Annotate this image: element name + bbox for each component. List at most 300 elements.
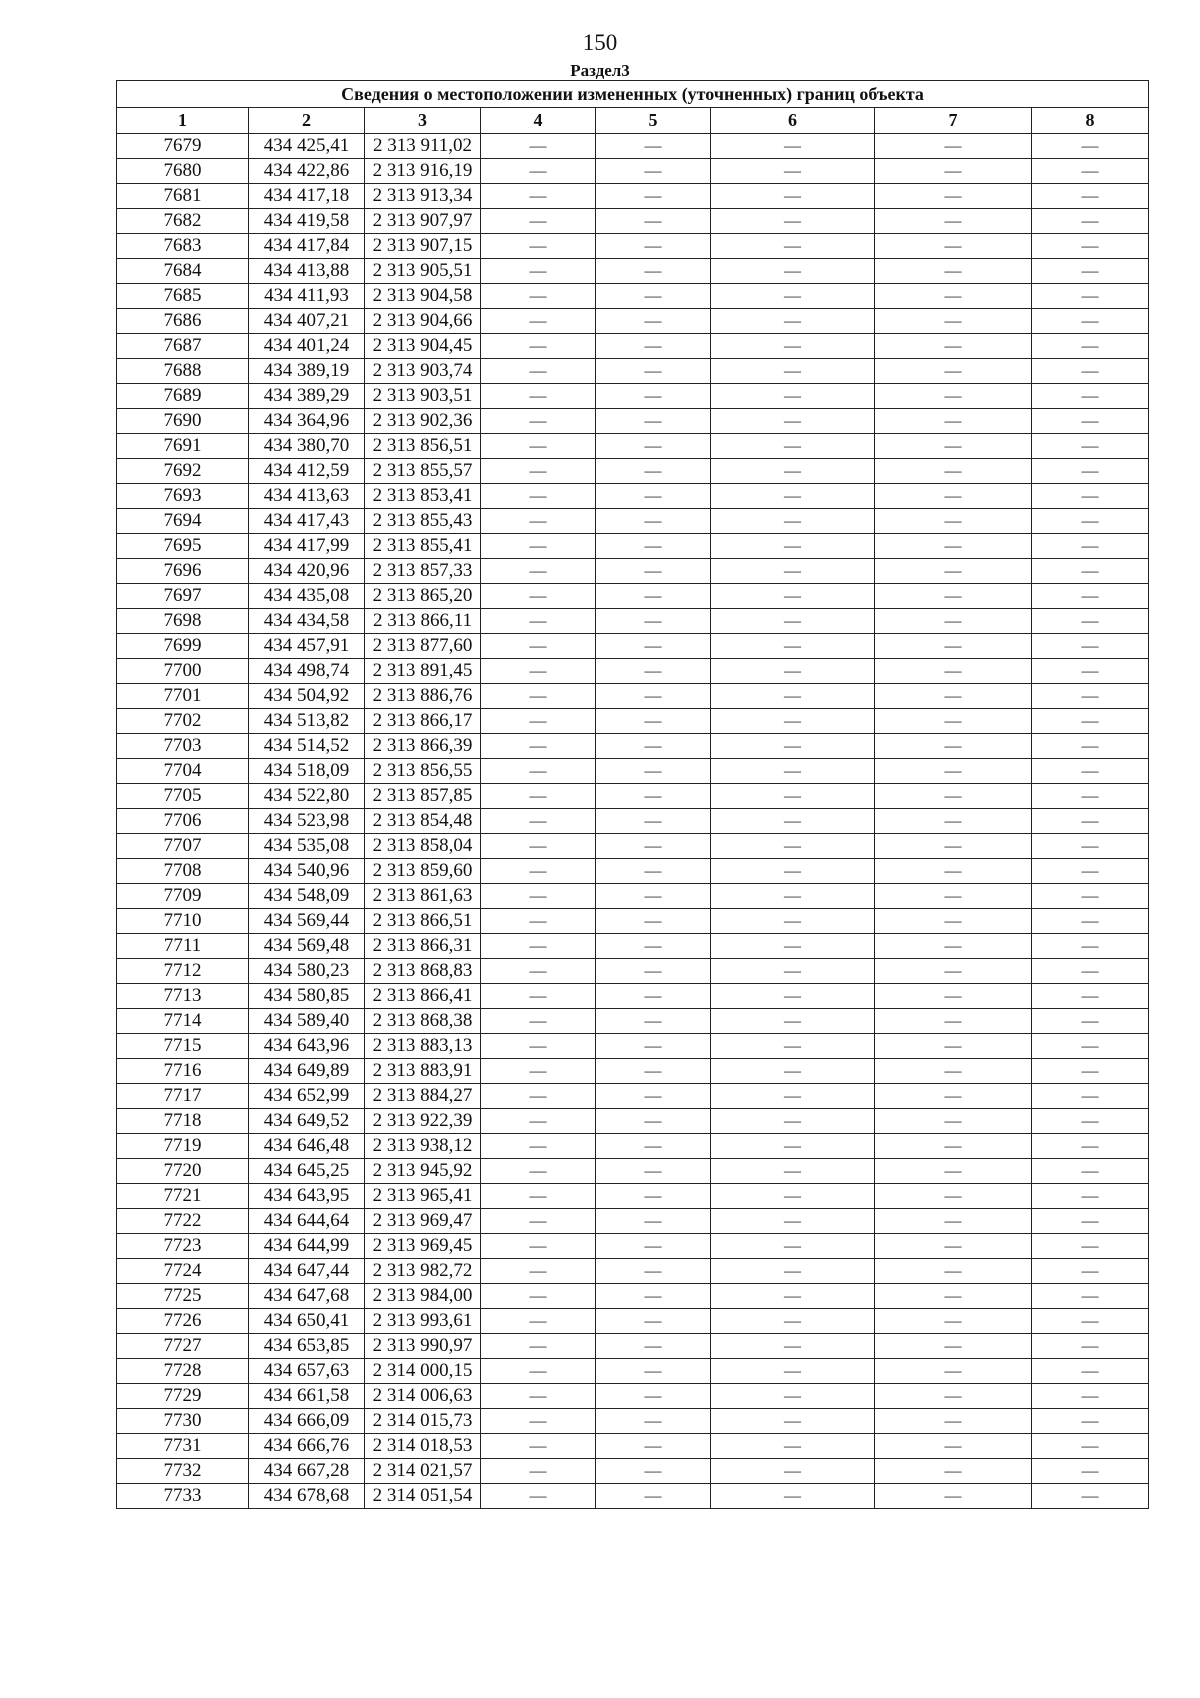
empty-cell: — — [1032, 1134, 1149, 1159]
empty-cell: — — [1032, 759, 1149, 784]
empty-cell: — — [1032, 1034, 1149, 1059]
empty-cell: — — [1032, 834, 1149, 859]
empty-cell: — — [481, 1109, 596, 1134]
empty-cell: — — [711, 359, 875, 384]
table-row — [117, 1309, 1149, 1334]
empty-cell: — — [481, 259, 596, 284]
empty-cell: — — [481, 634, 596, 659]
point-number-cell: 7686 — [117, 309, 249, 334]
empty-cell: — — [596, 484, 711, 509]
empty-cell: — — [875, 934, 1032, 959]
empty-cell: — — [875, 1134, 1032, 1159]
point-number-cell: 7713 — [117, 984, 249, 1009]
empty-cell: — — [875, 984, 1032, 1009]
empty-cell: — — [481, 1284, 596, 1309]
column-number-row — [117, 108, 1149, 134]
empty-cell: — — [596, 459, 711, 484]
empty-cell: — — [875, 1484, 1032, 1509]
point-number-cell: 7732 — [117, 1459, 249, 1484]
empty-cell: — — [596, 159, 711, 184]
y-coordinate-cell: 2 313 938,12 — [365, 1134, 481, 1159]
x-coordinate-cell: 434 666,76 — [249, 1434, 365, 1459]
table-row — [117, 1184, 1149, 1209]
point-number-cell: 7680 — [117, 159, 249, 184]
empty-cell: — — [711, 709, 875, 734]
empty-cell: — — [875, 1234, 1032, 1259]
y-coordinate-cell: 2 313 907,97 — [365, 209, 481, 234]
x-coordinate-cell: 434 649,89 — [249, 1059, 365, 1084]
empty-cell: — — [596, 784, 711, 809]
empty-cell: — — [711, 1334, 875, 1359]
point-number-cell: 7706 — [117, 809, 249, 834]
point-number-cell: 7717 — [117, 1084, 249, 1109]
empty-cell: — — [1032, 384, 1149, 409]
y-coordinate-cell: 2 314 018,53 — [365, 1434, 481, 1459]
x-coordinate-cell: 434 535,08 — [249, 834, 365, 859]
table-row — [117, 1209, 1149, 1234]
empty-cell: — — [596, 934, 711, 959]
empty-cell: — — [481, 1459, 596, 1484]
x-coordinate-cell: 434 650,41 — [249, 1309, 365, 1334]
y-coordinate-cell: 2 313 856,55 — [365, 759, 481, 784]
point-number-cell: 7729 — [117, 1384, 249, 1409]
empty-cell: — — [875, 1009, 1032, 1034]
empty-cell: — — [711, 1409, 875, 1434]
empty-cell: — — [596, 284, 711, 309]
empty-cell: — — [875, 1259, 1032, 1284]
x-coordinate-cell: 434 643,96 — [249, 1034, 365, 1059]
table-row — [117, 1059, 1149, 1084]
empty-cell: — — [481, 1084, 596, 1109]
table-row — [117, 334, 1149, 359]
empty-cell: — — [875, 1159, 1032, 1184]
point-number-cell: 7695 — [117, 534, 249, 559]
table-row — [117, 659, 1149, 684]
empty-cell: — — [596, 1084, 711, 1109]
y-coordinate-cell: 2 313 904,45 — [365, 334, 481, 359]
y-coordinate-cell: 2 313 855,43 — [365, 509, 481, 534]
empty-cell: — — [711, 1359, 875, 1384]
x-coordinate-cell: 434 661,58 — [249, 1384, 365, 1409]
empty-cell: — — [481, 1359, 596, 1384]
x-coordinate-cell: 434 498,74 — [249, 659, 365, 684]
empty-cell: — — [596, 434, 711, 459]
table-row — [117, 559, 1149, 584]
y-coordinate-cell: 2 314 006,63 — [365, 1384, 481, 1409]
table-row — [117, 934, 1149, 959]
empty-cell: — — [481, 134, 596, 159]
y-coordinate-cell: 2 313 857,33 — [365, 559, 481, 584]
y-coordinate-cell: 2 313 877,60 — [365, 634, 481, 659]
empty-cell: — — [481, 434, 596, 459]
empty-cell: — — [711, 809, 875, 834]
empty-cell: — — [1032, 934, 1149, 959]
x-coordinate-cell: 434 645,25 — [249, 1159, 365, 1184]
empty-cell: — — [596, 684, 711, 709]
empty-cell: — — [875, 1334, 1032, 1359]
column-number-2: 2 — [249, 108, 365, 134]
table-row — [117, 1234, 1149, 1259]
point-number-cell: 7683 — [117, 234, 249, 259]
empty-cell: — — [711, 934, 875, 959]
empty-cell: — — [711, 509, 875, 534]
empty-cell: — — [1032, 359, 1149, 384]
empty-cell: — — [481, 359, 596, 384]
empty-cell: — — [711, 384, 875, 409]
x-coordinate-cell: 434 417,18 — [249, 184, 365, 209]
empty-cell: — — [596, 1234, 711, 1259]
table-row — [117, 709, 1149, 734]
empty-cell: — — [711, 184, 875, 209]
empty-cell: — — [711, 1384, 875, 1409]
empty-cell: — — [875, 634, 1032, 659]
x-coordinate-cell: 434 647,68 — [249, 1284, 365, 1309]
empty-cell: — — [596, 1009, 711, 1034]
empty-cell: — — [1032, 584, 1149, 609]
empty-cell: — — [711, 459, 875, 484]
empty-cell: — — [596, 1434, 711, 1459]
table-row — [117, 609, 1149, 634]
y-coordinate-cell: 2 313 984,00 — [365, 1284, 481, 1309]
empty-cell: — — [596, 984, 711, 1009]
point-number-cell: 7699 — [117, 634, 249, 659]
y-coordinate-cell: 2 313 903,74 — [365, 359, 481, 384]
point-number-cell: 7698 — [117, 609, 249, 634]
table-row — [117, 859, 1149, 884]
empty-cell: — — [875, 134, 1032, 159]
empty-cell: — — [875, 1384, 1032, 1409]
column-number-1: 1 — [117, 108, 249, 134]
x-coordinate-cell: 434 514,52 — [249, 734, 365, 759]
x-coordinate-cell: 434 548,09 — [249, 884, 365, 909]
empty-cell: — — [1032, 1234, 1149, 1259]
table-row — [117, 1409, 1149, 1434]
y-coordinate-cell: 2 313 904,58 — [365, 284, 481, 309]
empty-cell: — — [481, 1034, 596, 1059]
x-coordinate-cell: 434 417,84 — [249, 234, 365, 259]
table-row — [117, 634, 1149, 659]
x-coordinate-cell: 434 364,96 — [249, 409, 365, 434]
y-coordinate-cell: 2 313 866,51 — [365, 909, 481, 934]
empty-cell: — — [596, 1409, 711, 1434]
table-row — [117, 209, 1149, 234]
empty-cell: — — [1032, 1484, 1149, 1509]
empty-cell: — — [481, 984, 596, 1009]
y-coordinate-cell: 2 313 891,45 — [365, 659, 481, 684]
table-row — [117, 384, 1149, 409]
page-number: 150 — [582, 30, 618, 55]
empty-cell: — — [481, 934, 596, 959]
x-coordinate-cell: 434 667,28 — [249, 1459, 365, 1484]
x-coordinate-cell: 434 540,96 — [249, 859, 365, 884]
empty-cell: — — [481, 1259, 596, 1284]
empty-cell: — — [875, 884, 1032, 909]
y-coordinate-cell: 2 313 916,19 — [365, 159, 481, 184]
table-row — [117, 509, 1149, 534]
empty-cell: — — [596, 1259, 711, 1284]
point-number-cell: 7704 — [117, 759, 249, 784]
point-number-cell: 7720 — [117, 1159, 249, 1184]
point-number-cell: 7681 — [117, 184, 249, 209]
empty-cell: — — [481, 559, 596, 584]
empty-cell: — — [875, 359, 1032, 384]
empty-cell: — — [1032, 534, 1149, 559]
empty-cell: — — [596, 559, 711, 584]
y-coordinate-cell: 2 313 858,04 — [365, 834, 481, 859]
empty-cell: — — [596, 359, 711, 384]
table-row — [117, 359, 1149, 384]
empty-cell: — — [711, 159, 875, 184]
empty-cell: — — [596, 1059, 711, 1084]
y-coordinate-cell: 2 313 855,41 — [365, 534, 481, 559]
empty-cell: — — [875, 259, 1032, 284]
empty-cell: — — [1032, 634, 1149, 659]
y-coordinate-cell: 2 313 922,39 — [365, 1109, 481, 1134]
x-coordinate-cell: 434 518,09 — [249, 759, 365, 784]
empty-cell: — — [711, 734, 875, 759]
empty-cell: — — [875, 159, 1032, 184]
point-number-cell: 7694 — [117, 509, 249, 534]
empty-cell: — — [481, 309, 596, 334]
table-caption-row — [117, 81, 1149, 108]
x-coordinate-cell: 434 649,52 — [249, 1109, 365, 1134]
x-coordinate-cell: 434 644,64 — [249, 1209, 365, 1234]
empty-cell: — — [481, 609, 596, 634]
empty-cell: — — [875, 184, 1032, 209]
x-coordinate-cell: 434 401,24 — [249, 334, 365, 359]
empty-cell: — — [875, 434, 1032, 459]
point-number-cell: 7721 — [117, 1184, 249, 1209]
x-coordinate-cell: 434 411,93 — [249, 284, 365, 309]
empty-cell: — — [596, 734, 711, 759]
empty-cell: — — [481, 534, 596, 559]
empty-cell: — — [875, 809, 1032, 834]
point-number-cell: 7702 — [117, 709, 249, 734]
column-number-5: 5 — [596, 108, 711, 134]
empty-cell: — — [596, 409, 711, 434]
y-coordinate-cell: 2 313 969,47 — [365, 1209, 481, 1234]
point-number-cell: 7691 — [117, 434, 249, 459]
empty-cell: — — [875, 859, 1032, 884]
y-coordinate-cell: 2 313 883,13 — [365, 1034, 481, 1059]
empty-cell: — — [596, 884, 711, 909]
empty-cell: — — [711, 309, 875, 334]
y-coordinate-cell: 2 314 015,73 — [365, 1409, 481, 1434]
empty-cell: — — [481, 184, 596, 209]
empty-cell: — — [711, 334, 875, 359]
empty-cell: — — [711, 209, 875, 234]
empty-cell: — — [711, 284, 875, 309]
empty-cell: — — [875, 1084, 1032, 1109]
table-row — [117, 1284, 1149, 1309]
point-number-cell: 7687 — [117, 334, 249, 359]
x-coordinate-cell: 434 422,86 — [249, 159, 365, 184]
empty-cell: — — [481, 684, 596, 709]
y-coordinate-cell: 2 313 866,31 — [365, 934, 481, 959]
empty-cell: — — [875, 334, 1032, 359]
empty-cell: — — [1032, 1284, 1149, 1309]
empty-cell: — — [481, 509, 596, 534]
table-row — [117, 134, 1149, 159]
empty-cell: — — [1032, 1059, 1149, 1084]
empty-cell: — — [1032, 784, 1149, 809]
table-row — [117, 459, 1149, 484]
point-number-cell: 7701 — [117, 684, 249, 709]
table-row — [117, 1034, 1149, 1059]
point-number-cell: 7692 — [117, 459, 249, 484]
x-coordinate-cell: 434 580,85 — [249, 984, 365, 1009]
empty-cell: — — [481, 459, 596, 484]
empty-cell: — — [596, 1284, 711, 1309]
empty-cell: — — [875, 1059, 1032, 1084]
y-coordinate-cell: 2 313 965,41 — [365, 1184, 481, 1209]
table-row — [117, 1084, 1149, 1109]
point-number-cell: 7714 — [117, 1009, 249, 1034]
table-row — [117, 959, 1149, 984]
y-coordinate-cell: 2 313 886,76 — [365, 684, 481, 709]
y-coordinate-cell: 2 313 905,51 — [365, 259, 481, 284]
y-coordinate-cell: 2 313 865,20 — [365, 584, 481, 609]
y-coordinate-cell: 2 313 883,91 — [365, 1059, 481, 1084]
empty-cell: — — [875, 284, 1032, 309]
y-coordinate-cell: 2 313 902,36 — [365, 409, 481, 434]
empty-cell: — — [711, 534, 875, 559]
empty-cell: — — [1032, 1334, 1149, 1359]
empty-cell: — — [875, 384, 1032, 409]
empty-cell: — — [481, 884, 596, 909]
y-coordinate-cell: 2 313 907,15 — [365, 234, 481, 259]
table-row — [117, 834, 1149, 859]
point-number-cell: 7696 — [117, 559, 249, 584]
point-number-cell: 7733 — [117, 1484, 249, 1509]
point-number-cell: 7693 — [117, 484, 249, 509]
empty-cell: — — [596, 909, 711, 934]
table-row — [117, 1434, 1149, 1459]
empty-cell: — — [1032, 809, 1149, 834]
point-number-cell: 7716 — [117, 1059, 249, 1084]
empty-cell: — — [875, 1109, 1032, 1134]
empty-cell: — — [596, 1134, 711, 1159]
empty-cell: — — [1032, 134, 1149, 159]
table-caption: Сведения о местоположении измененных (уточненных) границ объекта — [117, 81, 1149, 108]
empty-cell: — — [596, 1159, 711, 1184]
y-coordinate-cell: 2 313 913,34 — [365, 184, 481, 209]
empty-cell: — — [1032, 1084, 1149, 1109]
point-number-cell: 7730 — [117, 1409, 249, 1434]
column-number-4: 4 — [481, 108, 596, 134]
point-number-cell: 7715 — [117, 1034, 249, 1059]
y-coordinate-cell: 2 313 855,57 — [365, 459, 481, 484]
empty-cell: — — [875, 484, 1032, 509]
empty-cell: — — [481, 484, 596, 509]
empty-cell: — — [596, 1459, 711, 1484]
x-coordinate-cell: 434 380,70 — [249, 434, 365, 459]
point-number-cell: 7710 — [117, 909, 249, 934]
empty-cell: — — [711, 1084, 875, 1109]
table-row — [117, 909, 1149, 934]
empty-cell: — — [1032, 159, 1149, 184]
x-coordinate-cell: 434 589,40 — [249, 1009, 365, 1034]
y-coordinate-cell: 2 313 993,61 — [365, 1309, 481, 1334]
empty-cell: — — [596, 184, 711, 209]
empty-cell: — — [481, 1434, 596, 1459]
empty-cell: — — [481, 284, 596, 309]
empty-cell: — — [481, 709, 596, 734]
point-number-cell: 7705 — [117, 784, 249, 809]
empty-cell: — — [711, 1109, 875, 1134]
empty-cell: — — [875, 1359, 1032, 1384]
empty-cell: — — [875, 559, 1032, 584]
empty-cell: — — [596, 809, 711, 834]
empty-cell: — — [596, 309, 711, 334]
empty-cell: — — [875, 1309, 1032, 1334]
empty-cell: — — [596, 384, 711, 409]
empty-cell: — — [481, 909, 596, 934]
y-coordinate-cell: 2 313 861,63 — [365, 884, 481, 909]
empty-cell: — — [596, 1334, 711, 1359]
y-coordinate-cell: 2 313 982,72 — [365, 1259, 481, 1284]
y-coordinate-cell: 2 314 051,54 — [365, 1484, 481, 1509]
y-coordinate-cell: 2 313 868,83 — [365, 959, 481, 984]
table-row — [117, 759, 1149, 784]
empty-cell: — — [1032, 259, 1149, 284]
empty-cell: — — [1032, 859, 1149, 884]
x-coordinate-cell: 434 435,08 — [249, 584, 365, 609]
empty-cell: — — [711, 1234, 875, 1259]
table-row — [117, 784, 1149, 809]
empty-cell: — — [481, 384, 596, 409]
empty-cell: — — [711, 1309, 875, 1334]
empty-cell: — — [1032, 984, 1149, 1009]
empty-cell: — — [1032, 1309, 1149, 1334]
table-row — [117, 684, 1149, 709]
empty-cell: — — [596, 1109, 711, 1134]
empty-cell: — — [711, 984, 875, 1009]
table-row — [117, 1009, 1149, 1034]
point-number-cell: 7728 — [117, 1359, 249, 1384]
empty-cell: — — [596, 1484, 711, 1509]
empty-cell: — — [596, 1309, 711, 1334]
empty-cell: — — [875, 234, 1032, 259]
empty-cell: — — [596, 534, 711, 559]
empty-cell: — — [875, 459, 1032, 484]
table-row — [117, 534, 1149, 559]
empty-cell: — — [875, 784, 1032, 809]
x-coordinate-cell: 434 419,58 — [249, 209, 365, 234]
x-coordinate-cell: 434 457,91 — [249, 634, 365, 659]
x-coordinate-cell: 434 412,59 — [249, 459, 365, 484]
empty-cell: — — [1032, 1009, 1149, 1034]
x-coordinate-cell: 434 513,82 — [249, 709, 365, 734]
empty-cell: — — [1032, 884, 1149, 909]
column-number-8: 8 — [1032, 108, 1149, 134]
empty-cell: — — [481, 1234, 596, 1259]
empty-cell: — — [711, 634, 875, 659]
y-coordinate-cell: 2 313 866,11 — [365, 609, 481, 634]
x-coordinate-cell: 434 425,41 — [249, 134, 365, 159]
coordinates-table — [116, 80, 1149, 1509]
x-coordinate-cell: 434 413,63 — [249, 484, 365, 509]
empty-cell: — — [711, 1059, 875, 1084]
empty-cell: — — [711, 434, 875, 459]
empty-cell: — — [1032, 409, 1149, 434]
table-row — [117, 1109, 1149, 1134]
empty-cell: — — [875, 709, 1032, 734]
x-coordinate-cell: 434 389,19 — [249, 359, 365, 384]
table-row — [117, 434, 1149, 459]
empty-cell: — — [711, 1134, 875, 1159]
empty-cell: — — [711, 1009, 875, 1034]
